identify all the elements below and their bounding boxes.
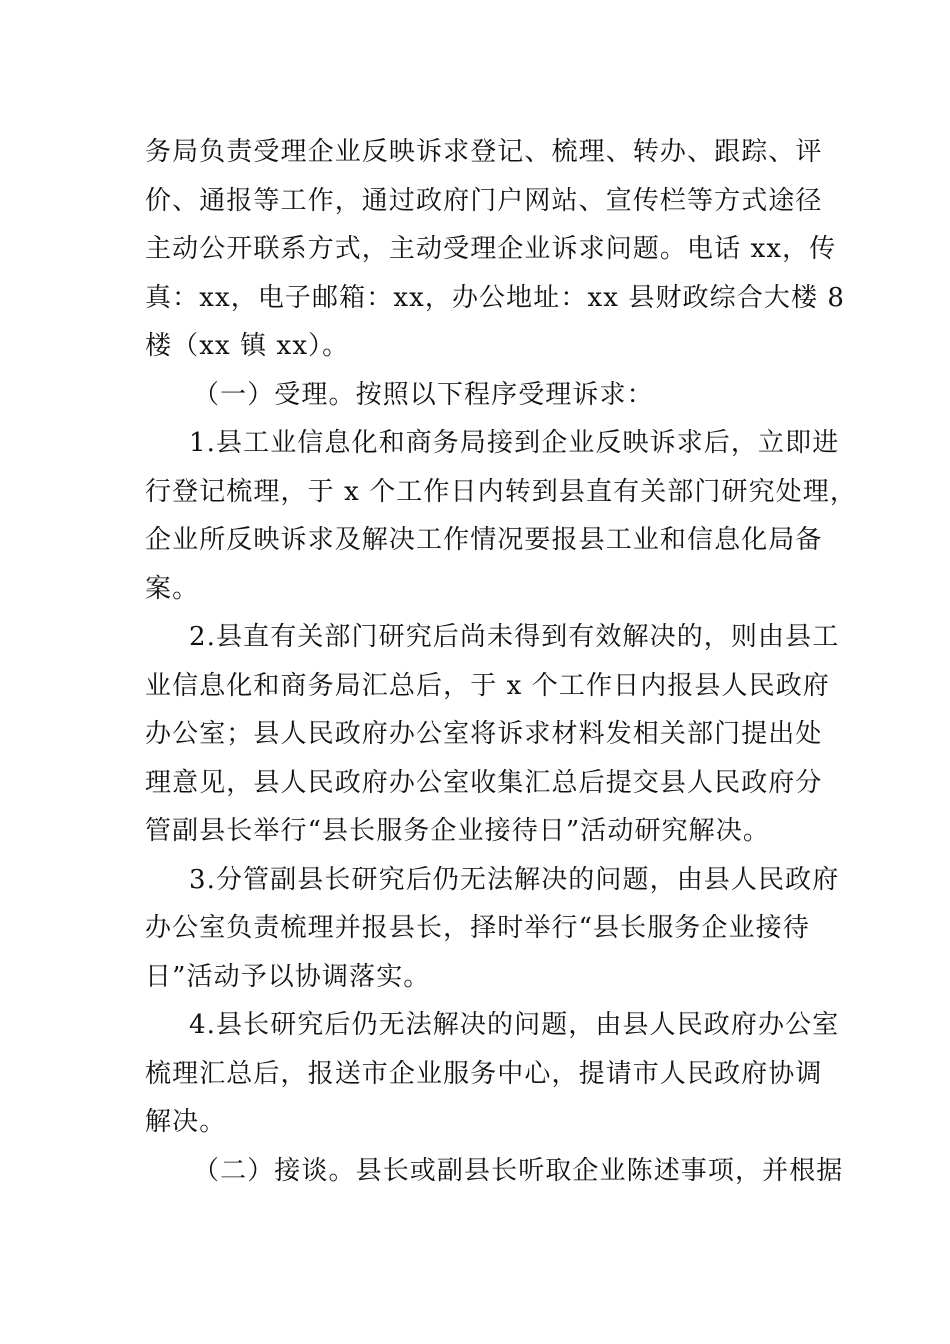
paragraph-line: 案。 — [145, 573, 200, 604]
paragraph-line: 办公室负责梳理并报县长，择时举行“县长服务企业接待 — [145, 913, 810, 943]
paragraph-line: 2.县直有关部门研究后尚未得到有效解决的，则由县工 — [189, 622, 840, 652]
paragraph-line: 解决。 — [145, 1107, 227, 1137]
paragraph-line: 主动公开联系方式，主动受理企业诉求问题。电话 xx，传 — [145, 234, 837, 264]
paragraph-line: 企业所反映诉求及解决工作情况要报县工业和信息化局备 — [145, 525, 823, 555]
paragraph-line: 日”活动予以协调落实。 — [145, 961, 431, 992]
paragraph-line: 行登记梳理，于 x 个工作日内转到县直有关部门研究处理， — [145, 476, 857, 507]
paragraph-line: 楼（xx 镇 xx）。 — [145, 331, 350, 361]
paragraph-line: 办公室；县人民政府办公室将诉求材料发相关部门提出处 — [145, 719, 823, 749]
paragraph-line: 理意见，县人民政府办公室收集汇总后提交县人民政府分 — [145, 767, 823, 798]
paragraph-line: 务局负责受理企业反映诉求登记、梳理、转办、跟踪、评 — [145, 137, 823, 167]
paragraph-line: 1.县工业信息化和商务局接到企业反映诉求后，立即进 — [189, 428, 840, 458]
paragraph-line: 梳理汇总后，报送市企业服务中心，提请市人民政府协调 — [145, 1058, 823, 1089]
paragraph-line: 真：xx，电子邮箱：xx，办公地址：xx 县财政综合大楼 8 — [145, 282, 846, 313]
document-body — [145, 128, 857, 1195]
section-heading-acceptance: （一）受理。按照以下程序受理诉求： — [193, 379, 654, 410]
paragraph-line: 业信息化和商务局汇总后，于 x 个工作日内报县人民政府 — [145, 670, 830, 701]
section-heading-interview: （二）接谈。县长或副县长听取企业陈述事项，并根据 — [193, 1155, 844, 1186]
paragraph-line: 管副县长举行“县长服务企业接待日”活动研究解决。 — [145, 816, 770, 846]
paragraph-line: 4.县长研究后仍无法解决的问题，由县人民政府办公室 — [189, 1010, 840, 1040]
paragraph-line: 3.分管副县长研究后仍无法解决的问题，由县人民政府 — [189, 864, 840, 895]
paragraph-line: 价、通报等工作，通过政府门户网站、宣传栏等方式途径 — [145, 185, 823, 216]
